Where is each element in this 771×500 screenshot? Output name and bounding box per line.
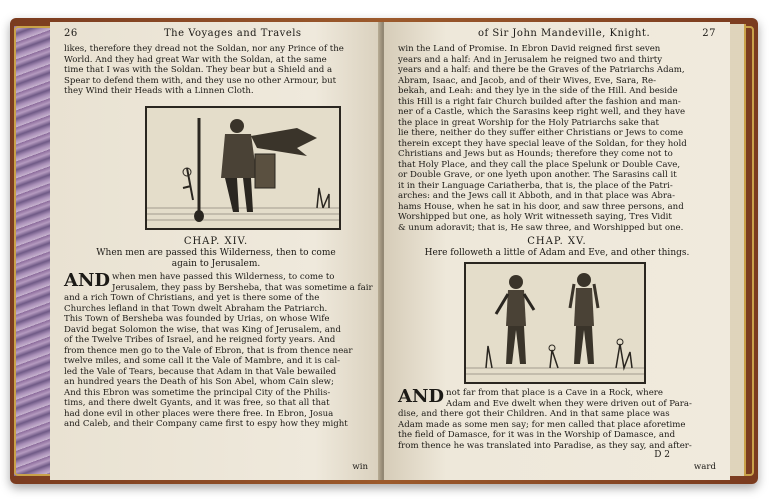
- text-line: Jerusalem, they pass by Bersheba, that was sometime a fair: [112, 282, 373, 293]
- text-line: the field of Damasce, for it was in the Worship of Damasce, and: [398, 430, 676, 440]
- left-body-text: [64, 270, 373, 430]
- text-line: & unum adoravit; that is, He saw three, and Worshipped but one.: [398, 222, 684, 233]
- text-line: or Double Grave, or one lyeth upon another. The Sarasins call it: [398, 170, 677, 180]
- woodcut-adam-and-eve: [464, 262, 646, 384]
- text-line: from thence he was translated into Paradise, as they say, and after-: [398, 440, 692, 451]
- text-line: dise, and there got their Children. And in that same place was: [398, 409, 670, 419]
- text-line: an hundred years the Death of his Son Abel, whom Cain slew;: [64, 377, 334, 387]
- left-page-number: 26: [64, 28, 78, 39]
- text-line: they Wind their Heads with a Linnen Cloth.: [64, 86, 254, 96]
- left-chapter-title-2: again to Jerusalem.: [171, 259, 261, 269]
- text-line: World. And they had great War with the Soldan, at the same: [64, 54, 327, 65]
- text-line: likes, therefore they dread not the Soldan, nor any Prince of the: [64, 44, 344, 54]
- text-line: twelve miles, and some call it the Vale of Mambre, and it is cal-: [64, 356, 340, 366]
- text-line: time that I was with the Soldan. They bear but a Shield and a: [64, 65, 333, 75]
- text-line: bekah, and Leah: and they lye in the side of the Hill. And beside: [398, 86, 678, 96]
- text-line: this Hill is a right fair Church builded after the fashion and man-: [398, 96, 681, 107]
- right-top-text: [398, 44, 716, 233]
- text-line: win the Land of Promise. In Ebron David reigned first seven: [398, 44, 661, 54]
- text-line: Abram, Isaac, and Jacob, and of their Wives, Eve, Sara, Re-: [398, 75, 657, 86]
- signature-mark: D 2: [654, 450, 670, 460]
- text-line: tims, and there dwelt Gyants, and it was free, so that all that: [64, 398, 330, 408]
- left-catchword: win: [352, 462, 368, 472]
- text-line: Adam and Eve dwelt when they were driven out of Para-: [446, 398, 692, 409]
- text-line: led the Vale of Tears, because that Adam in that Vale bewailed: [64, 366, 337, 377]
- right-body-text: [398, 388, 716, 451]
- text-line: when men have passed this Wilderness, to come to: [112, 272, 335, 282]
- text-line: and Caleb, and their Company came first to espy how they might: [64, 419, 348, 429]
- right-chapter-title: Here followeth a little of Adam and Eve, and other things.: [424, 248, 690, 258]
- text-line: ner of a Castle, which the Sarasins keep right well, and they have: [398, 107, 686, 117]
- text-line: that Holy Place, and they call the place Spelunk or Double Cave,: [398, 159, 681, 170]
- right-catchword: ward: [693, 462, 716, 472]
- left-page: [50, 22, 382, 480]
- text-line: of the Twelve Tribes of Israel, and he reigned forty years. And: [64, 335, 336, 345]
- right-running-head: of Sir John Mandeville, Knight.: [478, 28, 651, 39]
- text-line: therein except they have special leave of the Soldan, for they hold: [398, 138, 687, 149]
- soldier-illustration: [147, 108, 339, 228]
- left-top-text: [64, 44, 368, 97]
- text-line: This Town of Bersheba was founded by Urias, on whose Wife: [64, 314, 330, 324]
- text-line: arches: and the Jews call it Abboth, and in that place was Abra-: [398, 191, 676, 201]
- text-line: David begat Solomon the wise, that was King of Jerusalem, and: [64, 324, 341, 335]
- text-line: Churches lefland in that Town dwelt Abraham the Patriarch.: [64, 303, 328, 314]
- text-line: Adam made as some men say; for men called that place aforetime: [398, 419, 686, 430]
- text-line: hams House, when he sat in his door, and saw three persons, and: [398, 201, 684, 212]
- text-line: it in their Language Cariatherba, that is, the place of the Patri-: [398, 180, 673, 191]
- left-running-head: The Voyages and Travels: [164, 28, 302, 39]
- left-chapter-title-1: When men are passed this Wilderness, then to come: [96, 248, 336, 258]
- woodcut-soldier-with-flag: [145, 106, 341, 230]
- right-page: [384, 22, 730, 480]
- right-drop-cap: AND: [398, 386, 445, 407]
- text-line: Worshipped but one, as holy Writ witnesseth saying, Tres Vidit: [398, 212, 672, 222]
- text-line: had done evil in other places were there free. In Ebron, Josua: [64, 408, 334, 419]
- text-line: and a rich Town of Christians, and yet is there some of the: [64, 293, 320, 303]
- text-line: from thence men go to the Vale of Ebron, that is from thence near: [64, 345, 353, 356]
- text-line: Christians and Jews but as Hounds; therefore they come not to: [398, 149, 673, 159]
- text-line: lie there, neither do they suffer either Christians or Jews to come: [398, 128, 684, 138]
- left-chapter-heading: CHAP. XIV.: [183, 236, 249, 247]
- right-chapter-heading: CHAP. XV.: [527, 236, 587, 247]
- text-line: not far from that place is a Cave in a Rock, where: [446, 388, 663, 398]
- text-line: the place in great Worship for the Holy Patriarchs sake that: [398, 117, 659, 128]
- right-page-number: 27: [702, 28, 716, 39]
- text-line: years and a half: and there be the Graves of the Patriarchs Adam,: [398, 65, 685, 75]
- text-line: And this Ebron was sometime the principal City of the Philis-: [64, 387, 331, 398]
- page-edges: [730, 24, 746, 476]
- left-drop-cap: AND: [64, 270, 111, 291]
- adam-eve-illustration: [466, 264, 644, 382]
- text-line: years and a half: And in Jerusalem he reigned two and thirty: [398, 54, 663, 65]
- text-line: Spear to defend them with, and they use no other Armour, but: [64, 75, 337, 86]
